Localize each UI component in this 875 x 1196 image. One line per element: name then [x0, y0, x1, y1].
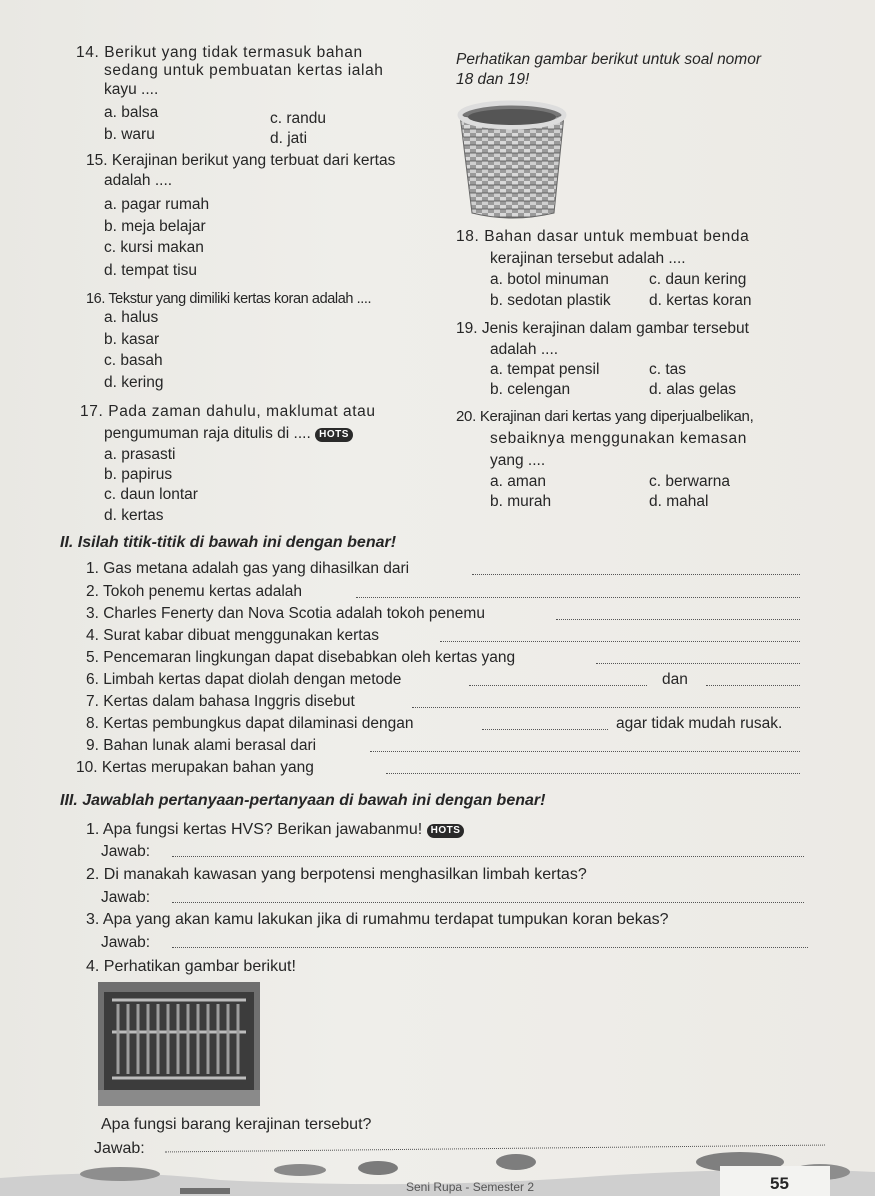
answer-label-3: Jawab: [101, 934, 151, 951]
q14-option-d: d. jati [270, 130, 308, 147]
answer-label-1: Jawab: [101, 843, 151, 860]
section2-title: II. Isilah titik-titik di bawah ini dengan benar! [60, 534, 397, 551]
q15-line1: 15. Kerajinan berikut yang terbuat dari kertas [86, 152, 396, 169]
q16-option-a: a. halus [104, 309, 159, 326]
q18-option-d: d. kertas koran [649, 292, 752, 309]
q18-line1: 18. Bahan dasar untuk membuat benda [456, 228, 750, 245]
q15-option-b: b. meja belajar [104, 218, 206, 235]
fill-item-5: 5. Pencemaran lingkungan dapat disebabkan oleh kertas yang [86, 649, 516, 666]
q14-option-c: c. randu [270, 110, 327, 127]
fill-item-7: 7. Kertas dalam bahasa Inggris disebut [86, 693, 355, 710]
answer-blank-5[interactable] [596, 663, 800, 664]
answer-blank-9[interactable] [370, 751, 800, 752]
q20-line1: 20. Kerajinan dari kertas yang diperjualbelikan, [456, 408, 754, 425]
q20-line3: yang .... [490, 452, 546, 469]
section3-title: III. Jawablah pertanyaan-pertanyaan di bawah ini dengan benar! [60, 792, 546, 809]
answer-blank-7[interactable] [412, 707, 800, 708]
hots-badge-2: HOTS [427, 824, 465, 838]
essay-q4: 4. Perhatikan gambar berikut! [86, 958, 296, 975]
fill-item-4: 4. Surat kabar dibuat menggunakan kertas [86, 627, 379, 644]
answer-blank-8[interactable] [482, 729, 608, 730]
q17-line2: pengumuman raja ditulis di .... HOTS [104, 425, 353, 443]
q20-option-b: b. murah [490, 493, 552, 510]
q18-option-b: b. sedotan plastik [490, 292, 611, 309]
q14-option-b: b. waru [104, 126, 155, 143]
q20-line2: sebaiknya menggunakan kemasan [490, 430, 747, 447]
essay-q1: 1. Apa fungsi kertas HVS? Berikan jawabanmu! HOTS [86, 821, 464, 839]
q15-option-a: a. pagar rumah [104, 196, 210, 213]
intro-line1: Perhatikan gambar berikut untuk soal nomor [456, 51, 761, 68]
fill-item-1: 1. Gas metana adalah gas yang dihasilkan dari [86, 560, 410, 577]
q19-option-c: c. tas [649, 361, 687, 378]
fill-item-9: 9. Bahan lunak alami berasal dari [86, 737, 317, 754]
q18-option-a: a. botol minuman [490, 271, 609, 288]
page-number: 55 [770, 1174, 789, 1193]
q16-line1: 16. Tekstur yang dimiliki kertas koran adalah .... [86, 291, 372, 307]
answer-label-2: Jawab: [101, 889, 151, 906]
fill-item-3: 3. Charles Fenerty dan Nova Scotia adalah tokoh penemu [86, 605, 485, 622]
answer-label-4: Jawab: [94, 1140, 145, 1157]
answer-blank-1[interactable] [472, 574, 800, 575]
q19-option-b: b. celengan [490, 381, 571, 398]
q17-line1: 17. Pada zaman dahulu, maklumat atau [80, 403, 376, 420]
answer-line-3[interactable] [172, 947, 808, 948]
essay-q3: 3. Apa yang akan kamu lakukan jika di rumahmu terdapat tumpukan koran bekas? [86, 911, 669, 928]
q19-line2: adalah .... [490, 341, 559, 358]
q17-option-b: b. papirus [104, 466, 173, 483]
answer-blank-10[interactable] [386, 773, 800, 774]
q19-option-d: d. alas gelas [649, 381, 737, 398]
answer-blank-3[interactable] [556, 619, 800, 620]
q20-option-a: a. aman [490, 473, 547, 490]
q16-option-b: b. kasar [104, 331, 160, 348]
q17-option-a: a. prasasti [104, 446, 176, 463]
essay-q4-question: Apa fungsi barang kerajinan tersebut? [101, 1116, 372, 1133]
q15-option-d: d. tempat tisu [104, 262, 198, 279]
answer-blank-2[interactable] [356, 597, 800, 598]
q14-line2: sedang untuk pembuatan kertas ialah [104, 62, 384, 79]
q17-option-d: d. kertas [104, 507, 164, 524]
answer-line-2[interactable] [172, 902, 804, 903]
q18-option-c: c. daun kering [649, 271, 747, 288]
q16-option-c: c. basah [104, 352, 163, 369]
answer-blank-6b[interactable] [706, 685, 800, 686]
q19-line1: 19. Jenis kerajinan dalam gambar tersebut [456, 320, 749, 337]
q17-option-c: c. daun lontar [104, 486, 198, 503]
answer-blank-4[interactable] [440, 641, 800, 642]
essay-q2: 2. Di manakah kawasan yang berpotensi menghasilkan limbah kertas? [86, 866, 587, 883]
q14-line3: kayu .... [104, 81, 159, 98]
q14-line1: 14. Berikut yang tidak termasuk bahan [76, 44, 363, 61]
intro-line2: 18 dan 19! [456, 71, 530, 88]
fill-item-10: 10. Kertas merupakan bahan yang [76, 759, 314, 776]
woven-basket-image [440, 85, 580, 225]
q18-line2: kerajinan tersebut adalah .... [490, 250, 686, 267]
answer-line-1[interactable] [172, 856, 804, 857]
hots-badge: HOTS [315, 428, 353, 442]
q20-option-d: d. mahal [649, 493, 709, 510]
fill-item-8-tail: agar tidak mudah rusak. [616, 715, 783, 732]
fill-item-8: 8. Kertas pembungkus dapat dilaminasi dengan [86, 715, 414, 732]
q19-option-a: a. tempat pensil [490, 361, 600, 378]
q14-option-a: a. balsa [104, 104, 159, 121]
fill-item-6-and: dan [662, 671, 688, 688]
q15-line2: adalah .... [104, 172, 173, 189]
fill-item-2: 2. Tokoh penemu kertas adalah [86, 583, 303, 600]
q16-option-d: d. kering [104, 374, 164, 391]
woven-tray-image [98, 982, 260, 1106]
fill-item-6: 6. Limbah kertas dapat diolah dengan metode [86, 671, 402, 688]
q20-option-c: c. berwarna [649, 473, 730, 490]
q15-option-c: c. kursi makan [104, 239, 204, 256]
answer-blank-6a[interactable] [469, 685, 647, 686]
footer-subject: Seni Rupa - Semester 2 [406, 1180, 535, 1194]
